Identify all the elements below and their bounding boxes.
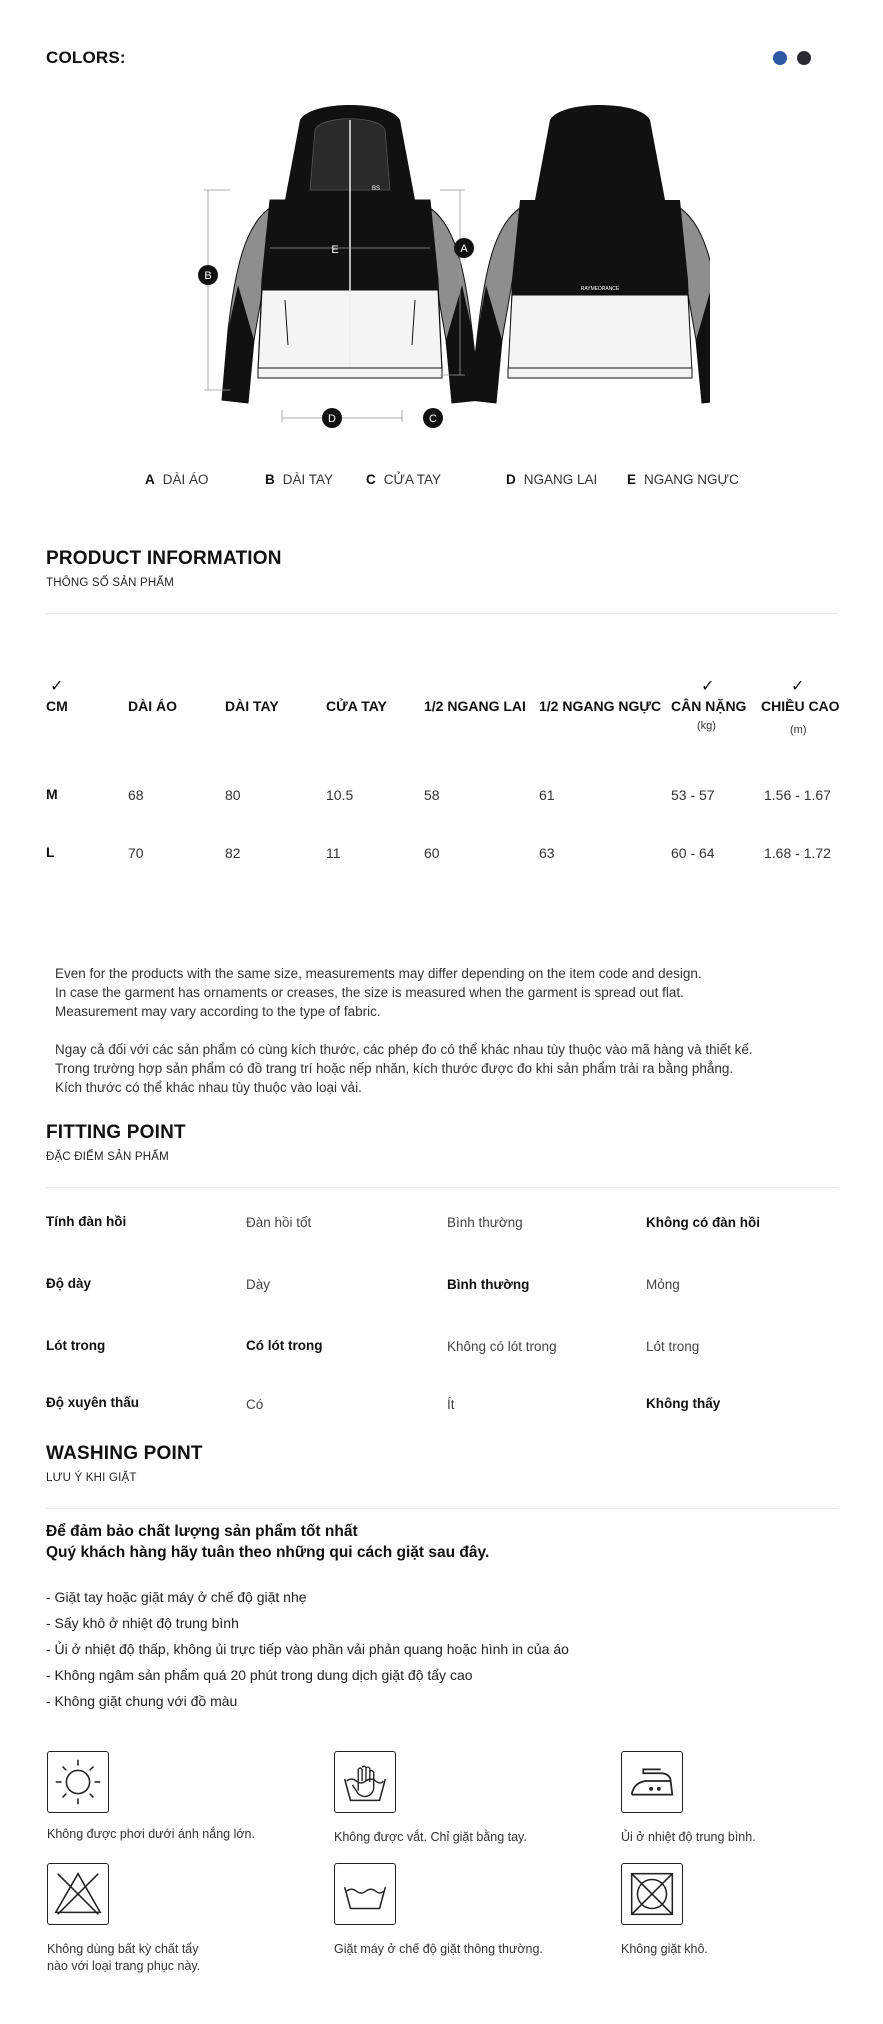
product-info-title: PRODUCT INFORMATION [46, 548, 282, 569]
hand-wash-icon [334, 1751, 396, 1813]
marker-c: C [429, 413, 437, 425]
table-cell: 70 [128, 845, 144, 861]
legend-e: E NGANG NGỰC [627, 472, 739, 487]
header-chest: 1/2 NGANG NGỰC [539, 698, 662, 714]
iron-medium-icon [621, 1751, 683, 1813]
fit-option: Có [246, 1397, 264, 1412]
unit-height: (m) [790, 724, 807, 736]
care-caption: Ủi ở nhiệt độ trung bình. [621, 1830, 756, 1844]
fit-option: Bình thường [447, 1215, 523, 1230]
table-cell: 1.56 - 1.67 [764, 787, 831, 803]
table-cell: 53 - 57 [671, 787, 715, 803]
care-caption: Không dùng bất kỳ chất tẩy nào với loại trang phục này. [47, 1942, 201, 1973]
marker-a: A [460, 243, 468, 255]
list-item: - Sấy khô ở nhiệt độ trung bình [46, 1615, 239, 1631]
divider [46, 1187, 838, 1188]
size-notes-vi: Ngay cả đối với các sản phẩm có cùng kích thước, các phép đo có thể khác nhau tùy thuộc vào mã hàng và thiết kế. Trong trường hợp sản phẩm có đồ trang trí hoặc nếp nhăn, kích thước được đo khi sản phẩm trải ra bằng phẳng. Kích thước có thể khác nhau tùy thuộc vào loại vải. [55, 1042, 753, 1095]
front-logo: BS [372, 186, 381, 192]
list-item: - Không giặt chung với đồ màu [46, 1693, 238, 1709]
header-cuff: CỬA TAY [326, 698, 387, 714]
marker-b: B [204, 270, 212, 282]
check-icon: ✓ [701, 678, 715, 695]
marker-e: E [331, 244, 339, 256]
legend-b: B DÀI TAY [265, 472, 334, 487]
fit-option: Mỏng [646, 1277, 680, 1292]
table-cell: 68 [128, 787, 144, 803]
fitting-subtitle: ĐẶC ĐIỂM SẢN PHẨM [46, 1151, 169, 1163]
legend-d: D NGANG LAI [506, 472, 598, 487]
header-sleeve: DÀI TAY [225, 698, 279, 714]
legend-c: C CỬA TAY [366, 472, 442, 487]
no-dry-clean-icon [621, 1863, 683, 1925]
size-notes-en: Even for the products with the same size, measurements may differ depending on the item code and design. In case the garment has ornaments or creases, the size is measured when the garment is spread out flat. Measurement may vary according to the type of fabric. [55, 966, 702, 1019]
header-hem: 1/2 NGANG LAI [424, 698, 526, 714]
fit-option: Không có lót trong [447, 1339, 557, 1354]
fit-option-selected: Có lót trong [246, 1338, 323, 1353]
unit-weight: (kg) [697, 720, 716, 732]
table-cell: 63 [539, 845, 555, 861]
fit-option-selected: Bình thường [447, 1277, 530, 1292]
fit-label-thickness: Độ dày [46, 1276, 92, 1291]
care-caption: Không được phơi dưới ánh nắng lớn. [47, 1827, 255, 1841]
table-cell: 1.68 - 1.72 [764, 845, 831, 861]
color-swatch-black[interactable] [797, 51, 811, 65]
divider [46, 1508, 838, 1509]
table-cell: 61 [539, 787, 555, 803]
sun-icon [47, 1751, 109, 1813]
fit-option-selected: Không thấy [646, 1396, 721, 1411]
header-height: CHIỀU CAO [761, 698, 840, 714]
table-cell: 58 [424, 787, 440, 803]
list-item: - Ủi ở nhiệt độ thấp, không ủi trực tiếp vào phần vải phản quang hoặc hình in của áo [46, 1641, 569, 1657]
header-length: DÀI ÁO [128, 698, 177, 714]
washing-subtitle: LƯU Ý KHI GIẶT [46, 1472, 137, 1484]
fit-option-selected: Không có đàn hồi [646, 1215, 760, 1230]
check-icon: ✓ [50, 678, 64, 695]
header-cm: CM [46, 698, 68, 714]
jacket-size-diagram [190, 100, 710, 440]
size-l: L [46, 844, 55, 860]
fit-option: Dày [246, 1277, 271, 1292]
care-caption: Không giặt khô. [621, 1942, 708, 1956]
table-cell: 10.5 [326, 787, 354, 803]
divider [46, 613, 838, 614]
product-info-subtitle: THÔNG SỐ SẢN PHẨM [46, 577, 174, 589]
list-item: - Giặt tay hoặc giặt máy ở chế độ giặt nhẹ [46, 1589, 307, 1605]
table-cell: 60 - 64 [671, 845, 715, 861]
table-cell: 60 [424, 845, 440, 861]
washing-title: WASHING POINT [46, 1443, 203, 1464]
size-m: M [46, 786, 58, 802]
fit-label-lining: Lót trong [46, 1338, 106, 1353]
header-weight: CÂN NẶNG [671, 698, 747, 714]
back-jacket-illustration [470, 105, 710, 403]
fit-option: Ít [447, 1397, 455, 1412]
fit-option: Đàn hồi tốt [246, 1215, 312, 1230]
washing-heading: Để đảm bảo chất lượng sản phẩm tốt nhất Quý khách hàng hãy tuân theo những qui cách giặt sau đây. [46, 1523, 490, 1561]
machine-wash-icon [334, 1863, 396, 1925]
care-caption: Giặt máy ở chế độ giặt thông thường. [334, 1942, 543, 1956]
fit-label-transparency: Độ xuyên thấu [46, 1395, 140, 1410]
table-cell: 82 [225, 845, 241, 861]
check-icon: ✓ [791, 678, 805, 695]
table-cell: 11 [326, 845, 341, 861]
colors-title: COLORS: [46, 48, 126, 67]
fitting-title: FITTING POINT [46, 1122, 186, 1143]
marker-d: D [328, 413, 336, 425]
back-logo: RAYMEDRANCE [580, 286, 620, 292]
legend-a: A DÀI ÁO [145, 472, 209, 487]
list-item: - Không ngâm sản phẩm quá 20 phút trong dung dịch giặt độ tẩy cao [46, 1667, 473, 1683]
table-cell: 80 [225, 787, 241, 803]
color-swatch-blue[interactable] [773, 51, 787, 65]
fit-label-elasticity: Tính đàn hồi [46, 1214, 127, 1229]
fit-option: Lót trong [646, 1339, 700, 1354]
no-bleach-icon [47, 1863, 109, 1925]
care-caption: Không được vắt. Chỉ giặt bằng tay. [334, 1830, 527, 1844]
front-jacket-illustration [222, 105, 480, 403]
